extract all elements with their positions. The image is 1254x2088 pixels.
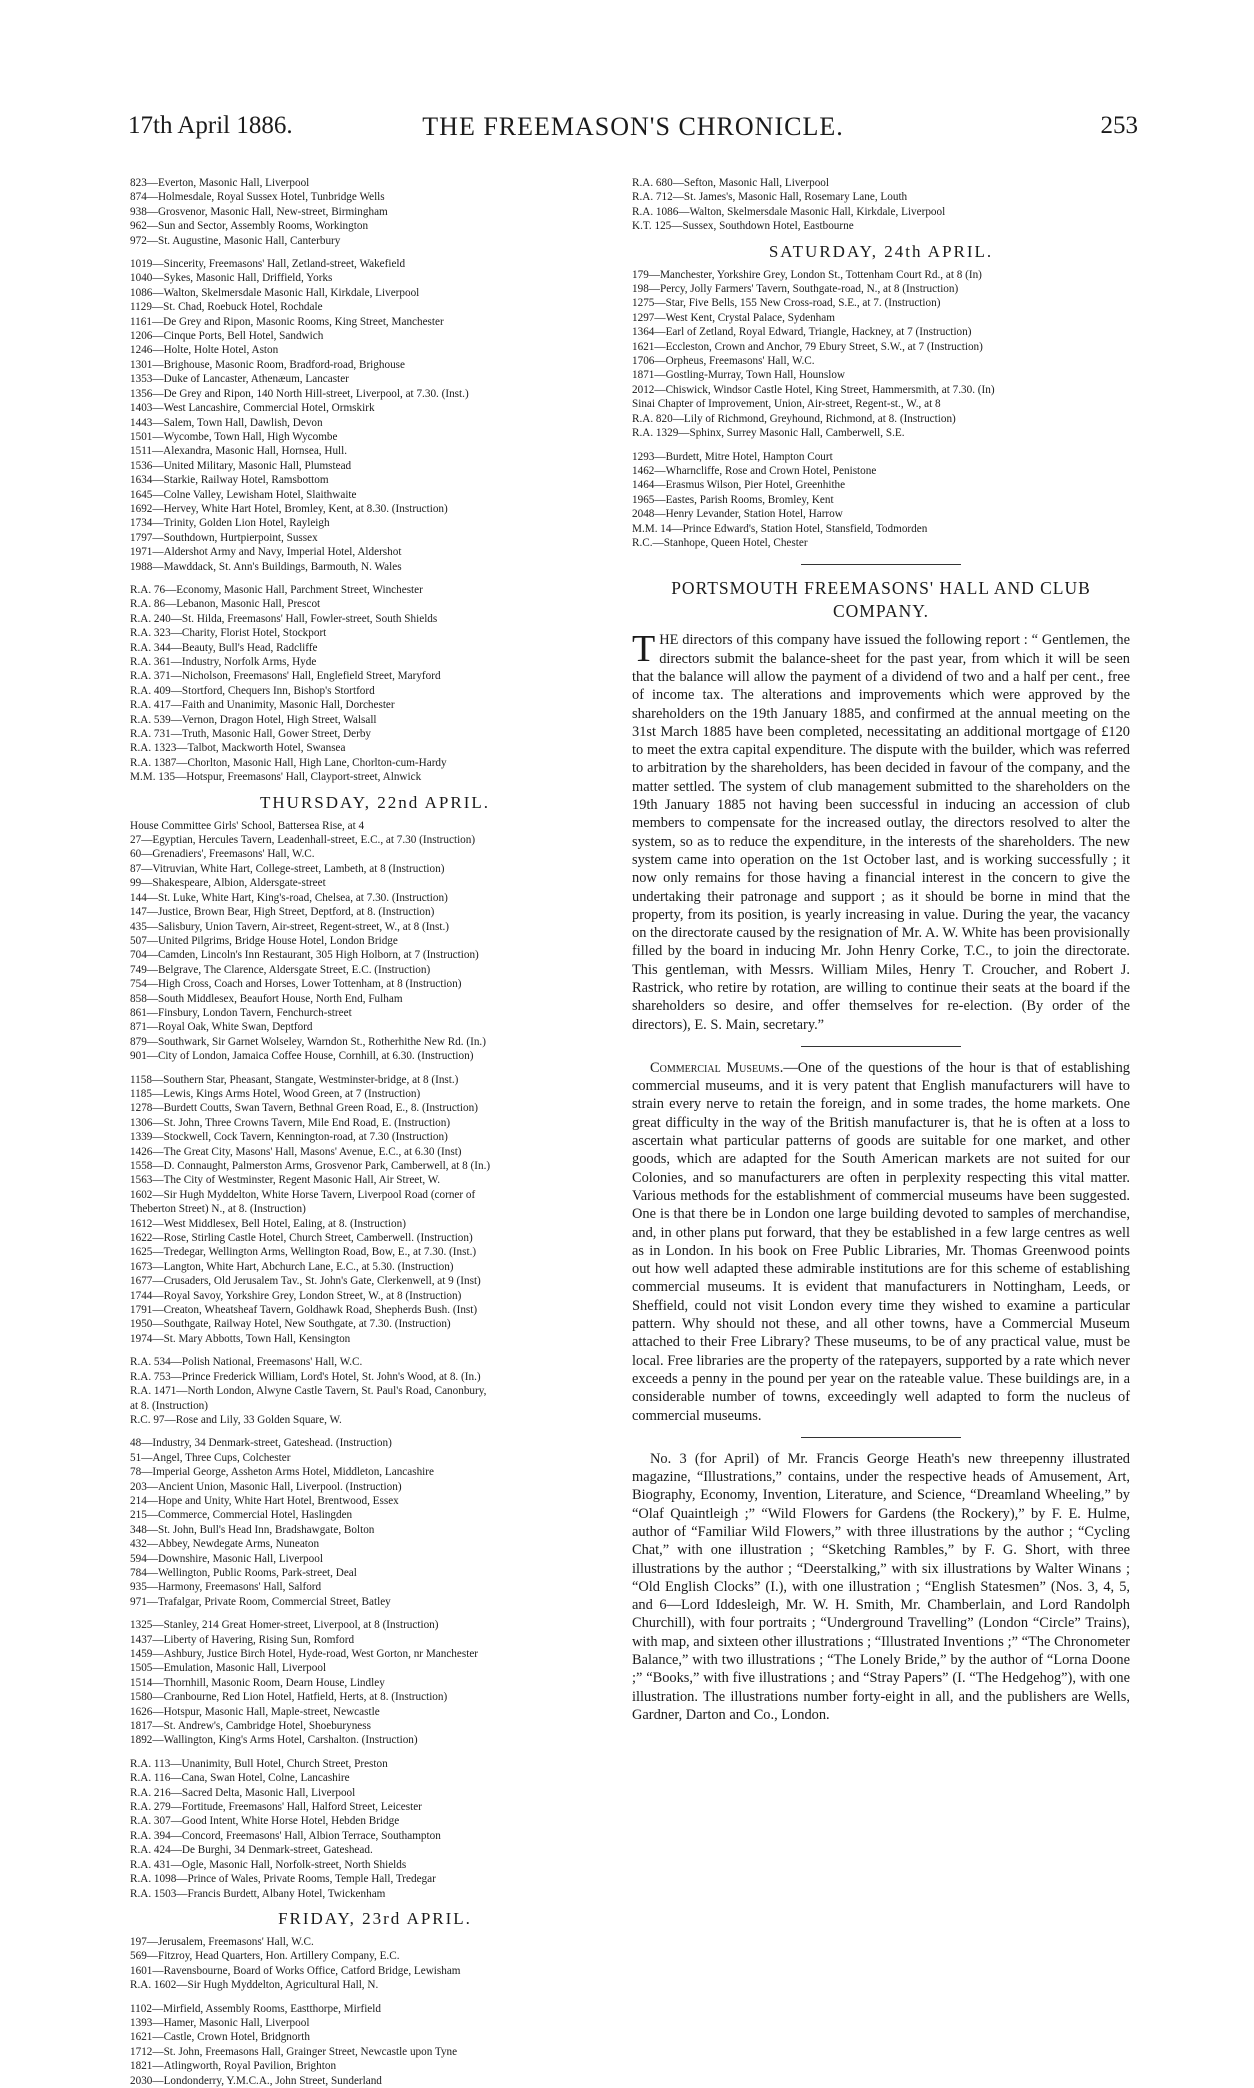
block-gap — [130, 1346, 620, 1355]
list-item: Sinai Chapter of Improvement, Union, Air-street, Regent-st., W., at 8 — [632, 398, 941, 411]
list-item: 1306—St. John, Three Crowns Tavern, Mile End Road, E. (Instruction) — [130, 1116, 451, 1129]
list-item: 60—Grenadiers', Freemasons' Hall, W.C. — [130, 848, 315, 861]
list-item: 1621—Castle, Crown Hotel, Bridgnorth — [130, 2031, 310, 2044]
list-item: 1459—Ashbury, Justice Birch Hotel, Hyde-road, West Gorton, nr Manchester — [130, 1648, 479, 1660]
list-item: R.A. 344—Beauty, Bull's Head, Radcliffe — [130, 641, 318, 654]
right-column — [632, 176, 1130, 2036]
list-item: 972—St. Augustine, Masonic Hall, Canterbury — [130, 234, 341, 247]
list-item: 1622—Rose, Stirling Castle Hotel, Church Street, Camberwell. (Instruction) — [130, 1232, 473, 1245]
divider — [801, 1437, 961, 1438]
list-item: 2012—Chiswick, Windsor Castle Hotel, King Street, Hammersmith, at 7.30. (In) — [632, 383, 995, 396]
list-item: 99—Shakespeare, Albion, Aldersgate-street — [130, 877, 326, 890]
list-item: M.M. 135—Hotspur, Freemasons' Hall, Clayport-street, Alnwick — [130, 771, 422, 784]
list-item: 1892—Wallington, King's Arms Hotel, Carshalton. (Instruction) — [130, 1734, 418, 1747]
section-heading-friday: FRIDAY, 23rd APRIL. — [278, 1908, 472, 1928]
block-gap — [130, 248, 620, 257]
list-item: R.A. 712—St. James's, Masonic Hall, Rosemary Lane, Louth — [632, 191, 908, 204]
list-item: 1086—Walton, Skelmersdale Masonic Hall, Kirkdale, Liverpool — [130, 286, 420, 299]
list-item: 1558—D. Connaught, Palmerston Arms, Grosvenor Park, Camberwell, at 8 (In.) — [130, 1160, 491, 1172]
list-item: 1161—De Grey and Ripon, Masonic Rooms, King Street, Manchester — [130, 315, 444, 328]
header-title: THE FREEMASON'S CHRONICLE. — [422, 112, 844, 141]
list-item: R.A. 539—Vernon, Dragon Hotel, High Street, Walsall — [130, 713, 377, 726]
list-item: 1403—West Lancashire, Commercial Hotel, Ormskirk — [130, 402, 375, 415]
list-item: Theberton Street) N., at 8. (Instruction) — [130, 1203, 306, 1216]
list-item: 1505—Emulation, Masonic Hall, Liverpool — [130, 1662, 327, 1675]
list-item: R.A. 820—Lily of Richmond, Greyhound, Richmond, at 8. (Instruction) — [632, 412, 956, 425]
list-item: at 8. (Instruction) — [130, 1399, 208, 1412]
list-item: 871—Royal Oak, White Swan, Deptford — [130, 1021, 313, 1034]
list-item: 1293—Burdett, Mitre Hotel, Hampton Court — [632, 450, 833, 463]
list-item: 1602—Sir Hugh Myddelton, White Horse Tavern, Liverpool Road (corner of — [130, 1188, 476, 1201]
list-item: 1356—De Grey and Ripon, 140 North Hill-street, Liverpool, at 7.30. (Inst.) — [130, 387, 469, 400]
list-item: 1601—Ravensbourne, Board of Works Office, Catford Bridge, Lewisham — [130, 1964, 461, 1977]
list-item: R.A. 753—Prince Frederick William, Lord's Hotel, St. John's Wood, at 8. (In.) — [130, 1370, 481, 1383]
block-gap — [130, 574, 620, 583]
list-item: R.A. 394—Concord, Freemasons' Hall, Albion Terrace, Southampton — [130, 1829, 441, 1842]
list-item: 858—South Middlesex, Beaufort House, North End, Fulham — [130, 992, 403, 1005]
list-item: 1692—Hervey, White Hart Hotel, Bromley, Kent, at 8.30. (Instruction) — [130, 502, 448, 515]
museums-lead: Commercial Museums. — [650, 1059, 784, 1076]
lodge-list — [130, 1935, 620, 2088]
list-item: R.A. 113—Unanimity, Bull Hotel, Church Street, Preston — [130, 1757, 388, 1770]
list-item: R.A. 1098—Prince of Wales, Private Rooms, Temple Hall, Tredegar — [130, 1873, 436, 1886]
list-item: R.A. 307—Good Intent, White Horse Hotel, Hebden Bridge — [130, 1815, 400, 1828]
article-text: HE directors of this company have issued the following report : “ Gentlemen, the directors submit the balance-sheet for the past year, from which it will be seen that the balance will allow the payment of a dividend of two and a half per cent., free of income tax. The alterations and improvements which were approved by the shareholders on the 19th January 1885, and confirmed at the annual meeting on the 31st March 1885 have been completed, necessitating an additional mortgage of £120 to meet the extra capital expenditure. The dispute with the builder, which was referred to arbitration by the shareholders, has been decided in favour of the company, and the matter settled. The system of club management submitted to the shareholders on the 19th January 1885 not having been successful in inducing an accession of club members to compensate for the increased outlay, the directors resolved to alter the system, so as to reduce the expenditure, in the interests of the shareholders. The new system came into operation on the 1st October last, and is working successfully ; it now only remains for those having a financial interest in the concern to give the undertaking their patronage and support ; as it should be borne in mind that the property, from its position, is yearly increasing in value. During the year, the vacancy on the directorate caused by the resignation of Mr. A. W. White has been provisionally filled by the board in inducing Mr. John Henry Corke, T.C., to join the directorate. This gentleman, with Messrs. William Miles, Henry T. Croucher, and Robert J. Rastrick, who retire by rotation, are willing to continue their seats at the board if the shareholders so desire, and offer themselves for re-election. (By order of the directors), E. S. Main, secretary.” — [632, 632, 1130, 1033]
list-item: 1019—Sincerity, Freemasons' Hall, Zetland-street, Wakefield — [130, 258, 406, 271]
list-item: R.A. 116—Cana, Swan Hotel, Colne, Lancashire — [130, 1772, 350, 1785]
list-item: 2048—Henry Levander, Station Hotel, Harrow — [632, 508, 843, 521]
list-item: 1158—Southern Star, Pheasant, Stangate, Westminster-bridge, at 8 (Inst.) — [130, 1073, 459, 1086]
list-item: 784—Wellington, Public Rooms, Park-street, Deal — [130, 1566, 357, 1579]
list-item: 1462—Wharncliffe, Rose and Crown Hotel, Penistone — [632, 464, 877, 477]
list-item: 48—Industry, 34 Denmark-street, Gateshead. (Instruction) — [130, 1437, 392, 1450]
list-item: 147—Justice, Brown Bear, High Street, Deptford, at 8. (Instruction) — [130, 906, 435, 919]
list-item: 203—Ancient Union, Masonic Hall, Liverpool. (Instruction) — [130, 1480, 402, 1493]
list-item: 935—Harmony, Freemasons' Hall, Salford — [130, 1581, 322, 1594]
list-item: 569—Fitzroy, Head Quarters, Hon. Artillery Company, E.C. — [130, 1950, 400, 1963]
list-item: 1364—Earl of Zetland, Royal Edward, Triangle, Hackney, at 7 (Instruction) — [632, 326, 972, 339]
list-item: 1301—Brighouse, Masonic Room, Bradford-road, Brighouse — [130, 358, 405, 371]
list-item: 1974—St. Mary Abbotts, Town Hall, Kensington — [130, 1332, 351, 1345]
list-item: 1325—Stanley, 214 Great Homer-street, Liverpool, at 8 (Instruction) — [130, 1619, 439, 1632]
header-page-number: 253 — [1100, 112, 1138, 139]
lodge-list — [632, 268, 1130, 551]
list-item: 179—Manchester, Yorkshire Grey, London St., Tottenham Court Rd., at 8 (In) — [632, 268, 982, 281]
list-item: 938—Grosvenor, Masonic Hall, New-street, Birmingham — [130, 205, 388, 218]
list-item: 879—Southwark, Sir Garnet Wolseley, Warndon St., Rotherhithe New Rd. (In.) — [130, 1035, 486, 1048]
list-item: 435—Salisbury, Union Tavern, Air-street, Regent-street, W., at 8 (Inst.) — [130, 920, 450, 933]
museums-paragraph — [632, 1059, 1130, 1425]
list-item: 1965—Eastes, Parish Rooms, Bromley, Kent — [632, 493, 834, 506]
drop-cap: T — [632, 628, 656, 671]
article-title: PORTSMOUTH FREEMASONS' HALL AND CLUB COMPANY. — [671, 578, 1091, 622]
list-item: 1625—Tredegar, Wellington Arms, Wellington Road, Bow, E., at 7.30. (Inst.) — [130, 1246, 477, 1259]
list-item: R.C. 97—Rose and Lily, 33 Golden Square, W. — [130, 1413, 342, 1426]
list-item: 1511—Alexandra, Masonic Hall, Hornsea, Hull. — [130, 445, 348, 458]
list-item: 1426—The Great City, Masons' Hall, Masons' Avenue, E.C., at 6.30 (Inst) — [130, 1145, 462, 1158]
list-item: R.A. 1086—Walton, Skelmersdale Masonic Hall, Kirkdale, Liverpool — [632, 205, 946, 218]
list-item: 1129—St. Chad, Roebuck Hotel, Rochdale — [130, 301, 323, 314]
list-item: 1275—Star, Five Bells, 155 New Cross-road, S.E., at 7. (Instruction) — [632, 297, 941, 310]
list-item: 78—Imperial George, Assheton Arms Hotel, Middleton, Lancashire — [130, 1466, 434, 1479]
list-item: 198—Percy, Jolly Farmers' Tavern, Southgate-road, N., at 8 (Instruction) — [632, 283, 959, 296]
list-item: 1621—Eccleston, Crown and Anchor, 79 Ebury Street, S.W., at 7 (Instruction) — [632, 340, 983, 353]
list-item: R.A. 371—Nicholson, Freemasons' Hall, Englefield Street, Maryford — [130, 670, 441, 683]
list-item: 971—Trafalgar, Private Room, Commercial Street, Batley — [130, 1595, 391, 1608]
header-date: 17th April 1886. — [128, 112, 293, 139]
list-item: 1437—Liberty of Havering, Rising Sun, Romford — [130, 1633, 355, 1646]
list-item: 1563—The City of Westminster, Regent Masonic Hall, Air Street, W. — [130, 1174, 441, 1187]
list-item: 754—High Cross, Coach and Horses, Lower Tottenham, at 8 (Instruction) — [130, 978, 462, 991]
list-item: 1645—Colne Valley, Lewisham Hotel, Slaithwaite — [130, 488, 357, 501]
block-gap — [632, 441, 1130, 450]
block-gap — [130, 1064, 620, 1073]
list-item: R.A. 323—Charity, Florist Hotel, Stockport — [130, 627, 327, 640]
list-item: 1791—Creaton, Wheatsheaf Tavern, Goldhawk Road, Shepherds Bush. (Inst) — [130, 1304, 478, 1317]
lodge-list — [632, 176, 1130, 234]
list-item: 1580—Cranbourne, Red Lion Hotel, Hatfield, Herts, at 8. (Instruction) — [130, 1691, 448, 1704]
list-item: 1673—Langton, White Hart, Abchurch Lane, E.C., at 5.30. (Instruction) — [130, 1260, 454, 1273]
page-header — [128, 112, 1138, 152]
list-item: 1278—Burdett Coutts, Swan Tavern, Bethnal Green Road, E., 8. (Instruction) — [130, 1102, 478, 1115]
list-item: 2030—Londonderry, Y.M.C.A., John Street, Sunderland — [130, 2074, 382, 2087]
list-item: 1501—Wycombe, Town Hall, High Wycombe — [130, 430, 338, 443]
list-item: 1612—West Middlesex, Bell Hotel, Ealing, at 8. (Instruction) — [130, 1217, 406, 1230]
list-item: 1443—Salem, Town Hall, Dawlish, Devon — [130, 416, 323, 429]
article-body — [632, 628, 1130, 1034]
list-item: 1797—Southdown, Hurtpierpoint, Sussex — [130, 531, 318, 544]
list-item: 144—St. Luke, White Hart, King's-road, Chelsea, at 7.30. (Instruction) — [130, 891, 448, 904]
list-item: 1634—Starkie, Railway Hotel, Ramsbottom — [130, 474, 329, 487]
list-item: 51—Angel, Three Cups, Colchester — [130, 1451, 291, 1464]
list-item: 1871—Gostling-Murray, Town Hall, Hounslow — [632, 369, 846, 382]
list-item: R.A. 216—Sacred Delta, Masonic Hall, Liverpool — [130, 1786, 356, 1799]
list-item: 1706—Orpheus, Freemasons' Hall, W.C. — [632, 355, 815, 368]
section-heading-saturday: SATURDAY, 24th APRIL. — [768, 241, 994, 261]
list-item: 507—United Pilgrims, Bridge House Hotel, London Bridge — [130, 934, 398, 947]
list-item: 1817—St. Andrew's, Cambridge Hotel, Shoeburyness — [130, 1720, 371, 1733]
block-gap — [130, 1427, 620, 1436]
list-item: R.A. 417—Faith and Unanimity, Masonic Hall, Dorchester — [130, 699, 395, 712]
illustrations-paragraph: No. 3 (for April) of Mr. Francis George Heath's new threepenny illustrated magazine, “Illustrations,” contains, under the respective heads of Amusement, Art, Biography, Economy, Invention, Literature, and Science, “Dreamland Wheeling,” by “Olaf Quaintleigh ;” “Wild Flowers for Gardens (the Rockery),” by F. E. Hulme, author of “Familiar Wild Flowers,” with three illustrations by the author ; “Cycling Chat,” with one illustration ; “Sketching Rambles,” by F. G. Short, with three illustrations by the author ; “Deerstalking,” with six illustrations by Walter Winans ; “Old English Clocks” (I.), with one illustration ; “English Statesmen” (Nos. 3, 4, 5, and 6—Lord Iddesleigh, Mr. W. H. Smith, Mr. Chamberlain, and Lord Randolph Churchill), with four portraits ; “Underground Travelling” (London “Circle” Trains), with map, and sixteen other illustrations ; “Illustrated Inventions ;” “The Chronometer Balance,” with two illustrations ; “The Lonely Bride,” by the author of “Lorna Doone ;” “Books,” with five illustrations ; and “Stray Papers” (I. “The Hedgehog”), with one illustration. The illustrations number forty-eight in all, and the publishers are Wells, Gardner, Darton and Co., London. — [632, 1450, 1130, 1723]
list-item: 1353—Duke of Lancaster, Athenæum, Lancaster — [130, 373, 349, 386]
list-item: 874—Holmesdale, Royal Sussex Hotel, Tunbridge Wells — [130, 191, 385, 204]
list-item: R.A. 409—Stortford, Chequers Inn, Bishop's Stortford — [130, 684, 375, 697]
list-item: 1339—Stockwell, Cock Tavern, Kennington-road, at 7.30 (Instruction) — [130, 1131, 448, 1144]
list-item: 823—Everton, Masonic Hall, Liverpool — [130, 177, 310, 189]
list-item: 1626—Hotspur, Masonic Hall, Maple-street, Newcastle — [130, 1705, 380, 1718]
list-item: R.A. 1323—Talbot, Mackworth Hotel, Swansea — [130, 742, 346, 755]
list-item: 1393—Hamer, Masonic Hall, Liverpool — [130, 2016, 310, 2029]
list-item: 901—City of London, Jamaica Coffee House, Cornhill, at 6.30. (Instruction) — [130, 1050, 474, 1063]
list-item: R.C.—Stanhope, Queen Hotel, Chester — [632, 536, 808, 549]
list-item: 1536—United Military, Masonic Hall, Plumstead — [130, 459, 352, 472]
museums-text: —One of the questions of the hour is that of establishing commercial museums, and it is very patent that English manufacturers will have to strain every nerve to retain the foreign, and in some trades, the home markets. One great difficulty in the way of the British manufacturer is, that he is often at a loss to ascertain what particular patterns of goods are suitable for one market, and other goods, which are adapted for the South American markets are not suited for our Colonies, and so manufacturers are often in perplexity respecting this vital matter. Various methods for the establishment of commercial museums have been suggested. One is that there be in London one large building devoted to samples of merchandise, and, in other plans put forward, that they be established in a few large centres as well as in London. In his book on Free Public Libraries, Mr. Thomas Greenwood points out how well adapted these admirable institutions are for this scheme of establishing commercial museums. It is evident that manufacturers in Nottingham, Leeds, or Sheffield, could not visit London every time they wished to examine a particular pattern. Why should not these, and all other towns, have a Commercial Museum attached to their Free Library? These museums, to be of any practical value, must be local. Free libraries are the property of the ratepayers, supported by a rate which never exceeds a penny in the pound per year on the rateable value. These buildings are, in a considerable number of towns, exceedingly well adapted to form the nucleus of commercial museums. — [632, 1059, 1130, 1424]
section-heading-thursday: THURSDAY, 22nd APRIL. — [260, 792, 490, 812]
list-item: 1040—Sykes, Masonic Hall, Driffield, Yorks — [130, 272, 333, 285]
block-gap — [130, 1993, 620, 2002]
list-item: 87—Vitruvian, White Hart, College-street, Lambeth, at 8 (Instruction) — [130, 862, 445, 875]
list-item: 1988—Mawddack, St. Ann's Buildings, Barmouth, N. Wales — [130, 560, 402, 573]
list-item: R.A. 1471—North London, Alwyne Castle Tavern, St. Paul's Road, Canonbury, — [130, 1385, 487, 1398]
list-item: 594—Downshire, Masonic Hall, Liverpool — [130, 1552, 323, 1565]
list-item: 1102—Mirfield, Assembly Rooms, Eastthorpe, Mirfield — [130, 2002, 381, 2015]
list-item: 1821—Atlingworth, Royal Pavilion, Brighton — [130, 2060, 337, 2073]
list-item: 1950—Southgate, Railway Hotel, New Southgate, at 7.30. (Instruction) — [130, 1318, 451, 1331]
left-column — [130, 176, 620, 2087]
list-item: 704—Camden, Lincoln's Inn Restaurant, 305 High Holborn, at 7 (Instruction) — [130, 949, 479, 962]
list-item: 861—Finsbury, London Tavern, Fenchurch-street — [130, 1006, 352, 1019]
list-item: R.A. 361—Industry, Norfolk Arms, Hyde — [130, 656, 317, 668]
block-gap — [130, 1748, 620, 1757]
list-item: 214—Hope and Unity, White Hart Hotel, Brentwood, Essex — [130, 1494, 399, 1507]
list-item: 1206—Cinque Ports, Bell Hotel, Sandwich — [130, 330, 324, 343]
list-item: 962—Sun and Sector, Assembly Rooms, Workington — [130, 220, 369, 233]
list-item: R.A. 731—Truth, Masonic Hall, Gower Street, Derby — [130, 728, 372, 741]
lodge-list — [130, 819, 620, 1901]
list-item: 1744—Royal Savoy, Yorkshire Grey, London Street, W., at 8 (Instruction) — [130, 1289, 462, 1302]
list-item: R.A. 76—Economy, Masonic Hall, Parchment Street, Winchester — [130, 583, 423, 596]
list-item: 348—St. John, Bull's Head Inn, Bradshawgate, Bolton — [130, 1523, 375, 1536]
list-item: R.A. 1503—Francis Burdett, Albany Hotel, Twickenham — [130, 1887, 386, 1900]
list-item: 27—Egyptian, Hercules Tavern, Leadenhall-street, E.C., at 7.30 (Instruction) — [130, 834, 476, 847]
list-item: K.T. 125—Sussex, Southdown Hotel, Eastbourne — [632, 220, 854, 233]
list-item: 749—Belgrave, The Clarence, Aldersgate Street, E.C. (Instruction) — [130, 963, 431, 976]
divider — [801, 1046, 961, 1047]
list-item: R.A. 431—Ogle, Masonic Hall, Norfolk-street, North Shields — [130, 1858, 407, 1871]
list-item: House Committee Girls' School, Battersea Rise, at 4 — [130, 819, 365, 832]
list-item: 1734—Trinity, Golden Lion Hotel, Rayleigh — [130, 517, 330, 530]
divider — [801, 564, 961, 565]
list-item: R.A. 680—Sefton, Masonic Hall, Liverpool — [632, 177, 829, 189]
list-item: R.A. 279—Fortitude, Freemasons' Hall, Halford Street, Leicester — [130, 1801, 422, 1814]
block-gap — [130, 1609, 620, 1618]
list-item: 197—Jerusalem, Freemasons' Hall, W.C. — [130, 1935, 314, 1948]
list-item: R.A. 534—Polish National, Freemasons' Hall, W.C. — [130, 1356, 363, 1369]
list-item: R.A. 1329—Sphinx, Surrey Masonic Hall, Camberwell, S.E. — [632, 427, 905, 440]
list-item: 1464—Erasmus Wilson, Pier Hotel, Greenhithe — [632, 479, 846, 492]
list-item: R.A. 240—St. Hilda, Freemasons' Hall, Fowler-street, South Shields — [130, 612, 438, 625]
lodge-list — [130, 176, 620, 785]
list-item: 1712—St. John, Freemasons Hall, Grainger Street, Newcastle upon Tyne — [130, 2045, 458, 2058]
list-item: M.M. 14—Prince Edward's, Station Hotel, Stansfield, Todmorden — [632, 522, 928, 535]
list-item: R.A. 86—Lebanon, Masonic Hall, Prescot — [130, 598, 321, 611]
list-item: 432—Abbey, Newdegate Arms, Nuneaton — [130, 1538, 320, 1551]
list-item: 1514—Thornhill, Masonic Room, Dearn House, Lindley — [130, 1676, 385, 1689]
list-item: R.A. 424—De Burghi, 34 Denmark-street, Gateshead. — [130, 1844, 373, 1857]
list-item: 1971—Aldershot Army and Navy, Imperial Hotel, Aldershot — [130, 546, 402, 559]
list-item: R.A. 1387—Chorlton, Masonic Hall, High Lane, Chorlton-cum-Hardy — [130, 756, 447, 769]
list-item: 215—Commerce, Commercial Hotel, Haslingden — [130, 1509, 353, 1522]
list-item: R.A. 1602—Sir Hugh Myddelton, Agricultural Hall, N. — [130, 1979, 379, 1992]
list-item: 1246—Holte, Holte Hotel, Aston — [130, 344, 279, 357]
list-item: 1297—West Kent, Crystal Palace, Sydenham — [632, 311, 835, 324]
list-item: 1677—Crusaders, Old Jerusalem Tav., St. John's Gate, Clerkenwell, at 9 (Inst) — [130, 1275, 481, 1288]
list-item: 1185—Lewis, Kings Arms Hotel, Wood Green, at 7 (Instruction) — [130, 1087, 421, 1100]
